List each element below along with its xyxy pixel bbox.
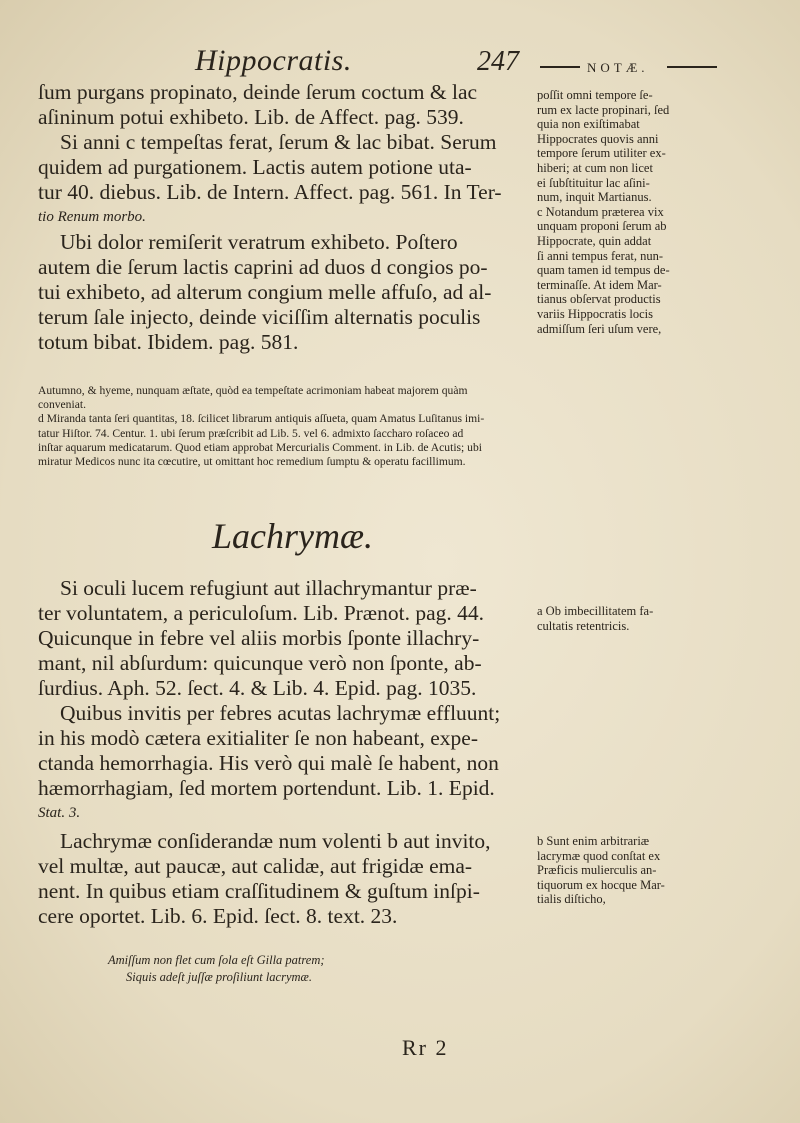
note-line: rum ex lacte propinari, ſed	[537, 102, 670, 117]
text-line: nent. In quibus etiam craſſitudinem & guſtum inſpi-	[38, 879, 480, 903]
text-line: mant, nil abſurdum: quicunque verò non ſponte, ab-	[38, 651, 482, 675]
text-line: quidem ad purgationem. Lactis autem potione uta-	[38, 155, 472, 179]
section-heading: Lachrymæ.	[212, 516, 373, 556]
header-rule-left	[540, 66, 580, 68]
footnotes-block	[38, 384, 728, 469]
text-line: Si anni c tempeſtas ferat, ſerum & lac bibat. Serum	[60, 130, 497, 154]
main-text-bottom	[38, 576, 530, 929]
text-line: hæmorrhagiam, ſed mortem portendunt. Lib. 1. Epid.	[38, 776, 495, 800]
text-line: aſininum potui exhibeto. Lib. de Affect. pag. 539.	[38, 105, 464, 129]
note-line: tialis diſticho,	[537, 892, 606, 907]
text-line: ter voluntatem, a periculoſum. Lib. Prænot. pag. 44.	[38, 601, 485, 625]
text-line: ſurdius. Aph. 52. ſect. 4. & Lib. 4. Epid. pag. 1035.	[38, 676, 477, 700]
note-line: ei ſubſtituitur lac aſini-	[537, 175, 650, 190]
text-line: in his modò cætera exitialiter ſe non habeant, expe-	[38, 726, 479, 750]
note-line: quia non exiſtimabat	[537, 117, 640, 132]
footnote-line: conveniat.	[38, 398, 86, 412]
text-line: totum bibat. Ibidem. pag. 581.	[38, 330, 299, 354]
text-line: Quicunque in febre vel aliis morbis ſponte illachry-	[38, 626, 480, 650]
note-line: b Sunt enim arbitrariæ	[537, 834, 650, 848]
verse-quotation	[108, 952, 325, 986]
text-line: vel multæ, aut paucæ, aut calidæ, aut frigidæ ema-	[38, 854, 473, 878]
text-line: tui exhibeto, ad alterum congium melle affuſo, ad al-	[38, 280, 492, 304]
text-line: Si oculi lucem refugiunt aut illachrymantur præ-	[60, 576, 477, 600]
text-line: terum ſale injecto, deinde viciſſim alternatis poculis	[38, 305, 481, 329]
notes-heading: NOTÆ.	[587, 60, 649, 75]
note-line: variis Hippocratis locis	[537, 306, 653, 321]
main-text-top	[38, 80, 530, 355]
footnote-line: miratur Medicos nunc ita cœcutire, ut omittant hoc remedium ſumptu & operatu facillimum.	[38, 455, 466, 469]
note-line: cultatis retentricis.	[537, 618, 630, 633]
page-number: 247	[477, 46, 519, 77]
note-line: quam tamen id tempus de-	[537, 263, 670, 278]
text-line: tio Renum morbo.	[38, 209, 146, 225]
margin-notes-top	[537, 88, 737, 336]
verse-line: Amiſſum non flet cum ſola eſt Gilla patrem;	[108, 953, 325, 967]
text-line: Ubi dolor remiſerit veratrum exhibeto. Poſtero	[60, 230, 458, 254]
margin-notes-bottom-a	[537, 604, 737, 633]
note-line: Præficis mulierculis an-	[537, 863, 657, 878]
margin-notes-bottom-b	[537, 834, 737, 907]
note-line: a Ob imbecillitatem fa-	[537, 604, 654, 618]
note-line: poſſit omni tempore ſe-	[537, 88, 653, 102]
note-line: hiberi; at cum non licet	[537, 160, 653, 175]
header-rule-right	[667, 66, 717, 68]
note-line: c Notandum præterea vix	[537, 204, 664, 219]
note-line: num, inquit Martianus.	[537, 190, 652, 205]
running-title: Hippocratis.	[195, 44, 352, 77]
note-line: Hippocrate, quin addat	[537, 233, 652, 248]
note-line: tempore ſerum utiliter ex-	[537, 146, 666, 161]
note-line: tiquorum ex hocque Mar-	[537, 877, 665, 892]
footnote-line: tatur Hiſtor. 74. Centur. 1. ubi ſerum præſcribit ad Lib. 5. vel 6. admixto ſaccharo roſaceo ad	[38, 426, 464, 440]
text-line: autem die ſerum lactis caprini ad duos d congios po-	[38, 255, 488, 279]
text-line: ctanda hemorrhagia. His verò qui malè ſe habent, non	[38, 751, 499, 775]
note-line: ſi anni tempus ferat, nun-	[537, 248, 664, 263]
text-line: Stat. 3.	[38, 805, 81, 821]
verse-line: Siquis adeſt juſſæ proſiliunt lacrymæ.	[126, 970, 312, 984]
note-line: terminaſſe. At idem Mar-	[537, 277, 662, 292]
footnote-line: d Miranda tanta ſeri quantitas, 18. ſcilicet librarum antiquis aſſueta, quam Amatus Luſitanus imi-	[38, 412, 485, 426]
text-line: Lachrymæ conſiderandæ num volenti b aut invito,	[60, 829, 491, 853]
note-line: lacrymæ quod conſtat ex	[537, 848, 661, 863]
text-line: ſum purgans propinato, deinde ſerum coctum & lac	[38, 80, 478, 104]
text-line: cere oportet. Lib. 6. Epid. ſect. 8. text. 23.	[38, 904, 398, 928]
text-line: tur 40. diebus. Lib. de Intern. Affect. pag. 561. In Ter-	[38, 180, 502, 204]
page-header	[195, 44, 735, 78]
footnote-line: inſtar aquarum medicatarum. Quod etiam approbat Mercurialis Comment. in Lib. de Acutis; ubi	[38, 440, 482, 454]
printer-signature: Rr 2	[402, 1035, 449, 1060]
note-line: tianus obſervat productis	[537, 292, 661, 307]
footnote-line: Autumno, & hyeme, nunquam æſtate, quòd ea tempeſtate acrimoniam habeat majorem quàm	[38, 384, 468, 397]
text-line: Quibus invitis per febres acutas lachrymæ effluunt;	[60, 701, 501, 725]
note-line: admiſſum ſeri uſum vere,	[537, 321, 662, 336]
note-line: Hippocrates quovis anni	[537, 131, 659, 146]
note-line: unquam proponi ſerum ab	[537, 219, 667, 234]
